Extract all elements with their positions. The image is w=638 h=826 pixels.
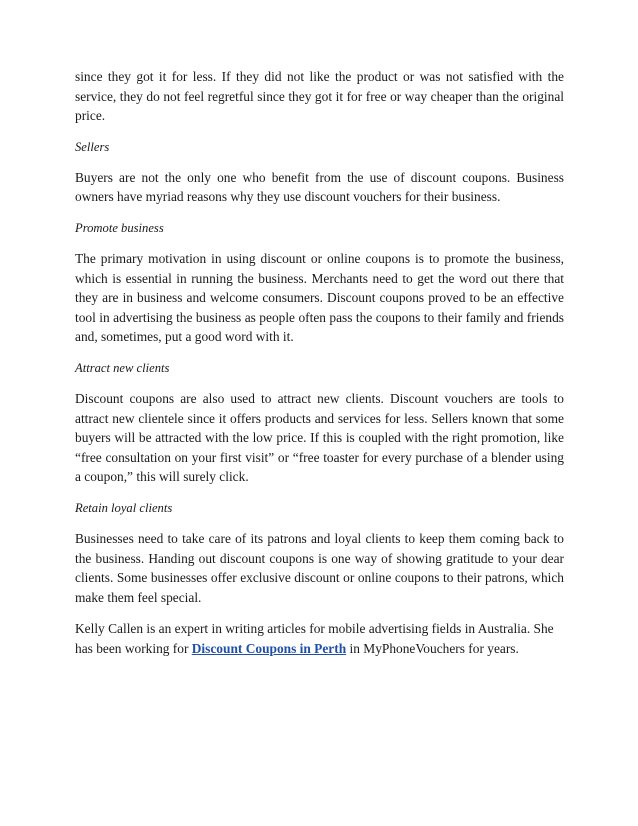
discount-coupons-perth-link[interactable]: Discount Coupons in Perth: [191, 640, 347, 656]
author-bio-paragraph: [75, 619, 564, 658]
section-heading-sellers: Sellers: [75, 139, 110, 154]
intro-paragraph: since they got it for less. If they did not like the product or was not satisfied with the service, they do not feel regretful since they got it for free or way cheaper than the original price.: [75, 69, 564, 124]
section-heading-attract-new-clients: Attract new clients: [75, 360, 170, 375]
promote-business-paragraph: The primary motivation in using discount or online coupons is to promote the business, which is essential in running the business. Merchants need to get the word out there that they are in business and welcome consumers. Discount coupons proved to be an effective tool in advertising the business as people often pass the coupons to their family and friends and, sometimes, put a good word with it.: [75, 250, 564, 345]
section-heading-retain-loyal-clients: Retain loyal clients: [75, 500, 173, 515]
sellers-paragraph: Buyers are not the only one who benefit from the use of discount coupons. Business owners have myriad reasons why they use discount vouchers for their business.: [75, 169, 564, 205]
author-bio-text-after: in MyPhoneVouchers for years.: [346, 640, 519, 656]
author-bio-text-before: Kelly Callen is an expert in writing articles for mobile advertising fields in Australia. She has been working for: [75, 621, 554, 656]
document-page: [75, 67, 564, 670]
section-heading-promote-business: Promote business: [75, 220, 164, 235]
attract-new-clients-paragraph: Discount coupons are also used to attract new clients. Discount vouchers are tools to attract new clientele since it offers products and services for less. Sellers known that some buyers will be attracted with the low price. If this is coupled with the right promotion, like “free consultation on your first visit” or “free toaster for every purchase of a blender using a coupon,” this will surely click.: [75, 390, 564, 485]
retain-loyal-clients-paragraph: Businesses need to take care of its patrons and loyal clients to keep them coming back to the business. Handing out discount coupons is one way of showing gratitude to your dear clients. Some businesses offer exclusive discount or online coupons to their patrons, which make them feel special.: [75, 530, 564, 605]
